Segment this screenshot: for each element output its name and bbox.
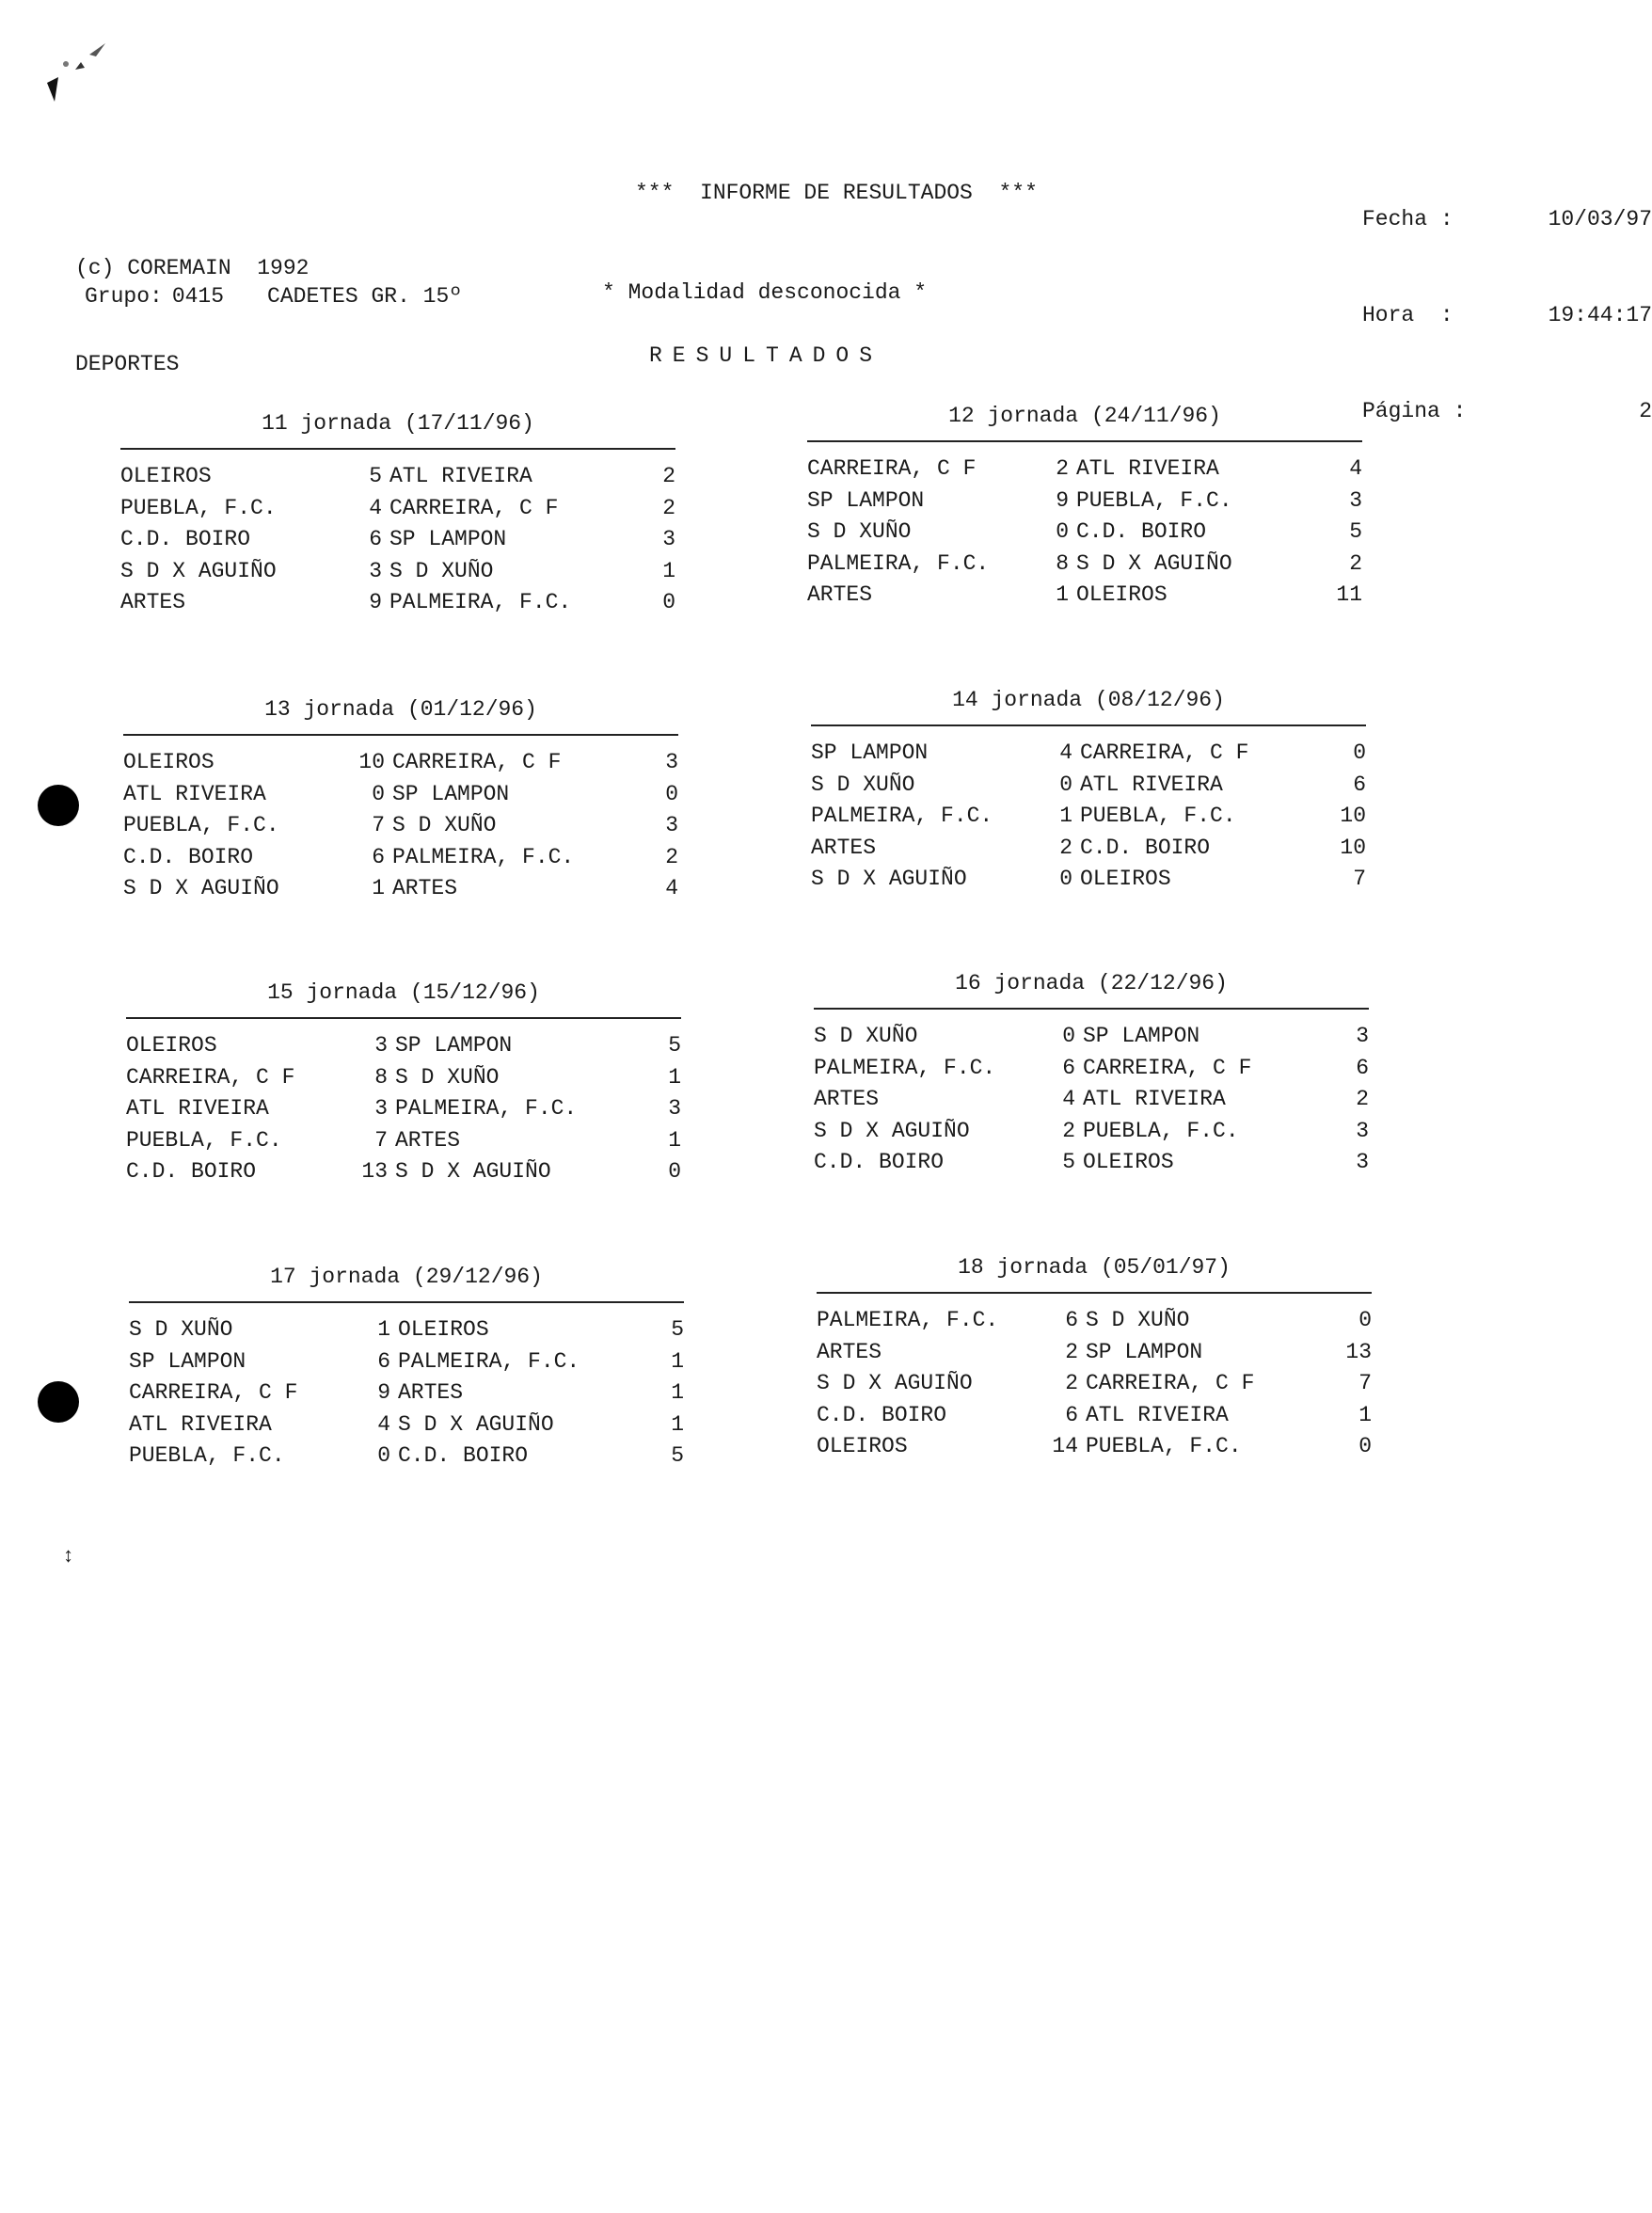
away-team: SP LAMPON (389, 527, 507, 551)
away-score: 5 (1349, 519, 1362, 544)
home-team: PALMEIRA, F.C. (807, 550, 990, 576)
match-row (807, 517, 1362, 549)
home-score: 1 (377, 1317, 390, 1342)
home-score: 2 (1059, 835, 1072, 860)
jornada-block (126, 974, 681, 1188)
match-row (811, 738, 1366, 770)
group-line (85, 284, 462, 309)
away-score: 3 (662, 527, 675, 551)
jornada-divider (129, 1301, 684, 1303)
jornada-block (129, 1258, 684, 1473)
match-row (123, 747, 678, 779)
home-score: 8 (1056, 550, 1069, 576)
home-score: 4 (377, 1411, 390, 1437)
home-team: ARTES (807, 582, 873, 607)
binder-hole-icon (38, 785, 79, 826)
away-score: 2 (665, 844, 678, 869)
home-score: 6 (372, 844, 385, 869)
jornada-title: 13 jornada (01/12/96) (264, 697, 537, 722)
home-team: PUEBLA, F.C. (120, 495, 277, 520)
away-score: 0 (1358, 1308, 1372, 1332)
away-team: ARTES (398, 1380, 464, 1405)
away-team: S D XUÑO (392, 813, 497, 837)
home-score: 2 (1065, 1371, 1078, 1395)
jornada-block (807, 397, 1362, 612)
home-score: 5 (369, 464, 382, 488)
home-score: 1 (1059, 804, 1072, 828)
away-team: S D X AGUIÑO (1076, 550, 1232, 576)
home-team: OLEIROS (817, 1434, 908, 1458)
home-team: PUEBLA, F.C. (126, 1127, 282, 1153)
match-row (126, 1093, 681, 1125)
home-team: ARTES (814, 1087, 880, 1111)
away-team: CARREIRA, C F (389, 495, 559, 520)
home-score: 6 (1065, 1402, 1078, 1427)
home-score: 3 (374, 1033, 388, 1058)
away-team: PALMEIRA, F.C. (395, 1096, 578, 1121)
away-team: PUEBLA, F.C. (1076, 487, 1232, 513)
match-row (129, 1409, 684, 1441)
match-row (129, 1377, 684, 1409)
home-team: PALMEIRA, F.C. (814, 1055, 996, 1080)
home-team: OLEIROS (120, 464, 212, 488)
home-team: C.D. BOIRO (120, 527, 251, 551)
home-team: S D X AGUIÑO (120, 558, 277, 583)
home-team: CARREIRA, C F (129, 1380, 298, 1405)
away-team: ATL RIVEIRA (1086, 1402, 1229, 1427)
match-row (811, 801, 1366, 833)
jornada-title: 12 jornada (24/11/96) (948, 404, 1221, 428)
away-score: 7 (1358, 1371, 1372, 1395)
away-team: OLEIROS (398, 1317, 489, 1342)
away-team: SP LAMPON (395, 1033, 513, 1058)
match-row (814, 1084, 1369, 1116)
away-score: 1 (671, 1411, 684, 1437)
home-score: 2 (1056, 456, 1069, 481)
jornada-title: 15 jornada (15/12/96) (267, 980, 540, 1005)
home-score: 2 (1062, 1118, 1075, 1143)
away-team: PALMEIRA, F.C. (389, 590, 572, 614)
home-score: 9 (1056, 487, 1069, 513)
away-score: 1 (668, 1064, 681, 1090)
match-row (807, 454, 1362, 486)
home-team: S D XUÑO (814, 1024, 918, 1048)
home-score: 14 (1052, 1434, 1078, 1458)
match-row (811, 864, 1366, 896)
home-team: S D XUÑO (129, 1317, 233, 1342)
jornada-divider (817, 1292, 1372, 1294)
home-score: 6 (1065, 1308, 1078, 1332)
match-row (817, 1400, 1372, 1432)
home-team: C.D. BOIRO (123, 844, 254, 869)
away-score: 0 (665, 781, 678, 806)
home-team: C.D. BOIRO (814, 1150, 945, 1174)
away-team: OLEIROS (1076, 582, 1168, 607)
home-score: 1 (372, 876, 385, 900)
away-team: ATL RIVEIRA (1080, 772, 1223, 797)
match-row (123, 810, 678, 842)
match-row (817, 1305, 1372, 1337)
away-team: CARREIRA, C F (1083, 1055, 1252, 1080)
away-score: 10 (1340, 804, 1366, 828)
home-team: CARREIRA, C F (807, 456, 977, 481)
away-score: 6 (1356, 1055, 1369, 1080)
group-label: Grupo: (85, 284, 163, 309)
away-score: 5 (671, 1317, 684, 1342)
away-team: CARREIRA, C F (1080, 740, 1249, 765)
home-team: ATL RIVEIRA (126, 1096, 269, 1121)
jornada-title: 18 jornada (05/01/97) (958, 1255, 1231, 1280)
home-score: 0 (1056, 519, 1069, 544)
away-score: 3 (665, 750, 678, 774)
away-team: ARTES (392, 876, 458, 900)
home-score: 3 (369, 558, 382, 583)
away-score: 4 (1349, 456, 1362, 481)
jornada-title: 11 jornada (17/11/96) (262, 411, 534, 436)
away-score: 3 (668, 1096, 681, 1121)
home-score: 8 (374, 1064, 388, 1090)
home-score: 9 (377, 1380, 390, 1405)
home-team: CARREIRA, C F (126, 1064, 295, 1090)
jornada-block (811, 681, 1366, 896)
away-team: S D XUÑO (1086, 1308, 1190, 1332)
pagina-value: 2 (1639, 399, 1652, 423)
match-row (129, 1346, 684, 1378)
away-team: ATL RIVEIRA (1083, 1087, 1226, 1111)
pagina-row (1362, 395, 1652, 427)
match-row (120, 461, 675, 493)
home-team: OLEIROS (126, 1033, 217, 1058)
home-team: PALMEIRA, F.C. (817, 1308, 999, 1332)
away-score: 2 (1356, 1087, 1369, 1111)
away-score: 0 (1358, 1434, 1372, 1458)
match-row (129, 1314, 684, 1346)
away-team: PALMEIRA, F.C. (392, 844, 575, 869)
match-row (129, 1441, 684, 1473)
home-team: PUEBLA, F.C. (123, 813, 279, 837)
jornada-block (814, 964, 1369, 1179)
away-score: 0 (668, 1159, 681, 1184)
away-score: 10 (1340, 835, 1366, 860)
home-score: 1 (1056, 582, 1069, 607)
hora-value: 19:44:17 (1548, 303, 1652, 327)
away-score: 1 (662, 558, 675, 583)
match-row (807, 549, 1362, 581)
away-score: 4 (665, 876, 678, 900)
match-row (120, 587, 675, 619)
match-row (120, 556, 675, 588)
away-team: PUEBLA, F.C. (1080, 804, 1236, 828)
scan-mark-icon (38, 36, 122, 111)
jornada-block (120, 405, 675, 619)
match-row (814, 1021, 1369, 1053)
home-score: 6 (1062, 1055, 1075, 1080)
arrow-mark-icon: ↕ (62, 1545, 75, 1568)
home-team: S D X AGUIÑO (814, 1118, 970, 1143)
home-score: 0 (1059, 867, 1072, 891)
away-team: C.D. BOIRO (398, 1443, 529, 1468)
away-team: S D XUÑO (389, 558, 494, 583)
home-score: 13 (361, 1159, 388, 1184)
home-team: ARTES (120, 590, 186, 614)
away-team: CARREIRA, C F (1086, 1371, 1255, 1395)
away-team: PALMEIRA, F.C. (398, 1348, 580, 1374)
home-team: PALMEIRA, F.C. (811, 804, 993, 828)
jornada-divider (814, 1008, 1369, 1010)
match-row (814, 1147, 1369, 1179)
home-team: ATL RIVEIRA (129, 1411, 272, 1437)
jornada-block (817, 1249, 1372, 1463)
away-score: 13 (1345, 1339, 1372, 1364)
pagina-label: Página : (1362, 399, 1467, 423)
match-row (811, 770, 1366, 802)
away-team: ATL RIVEIRA (1076, 456, 1219, 481)
match-row (817, 1337, 1372, 1369)
away-team: S D X AGUIÑO (398, 1411, 554, 1437)
away-team: SP LAMPON (1083, 1024, 1200, 1048)
match-row (123, 873, 678, 905)
match-row (126, 1062, 681, 1094)
away-score: 5 (671, 1443, 684, 1468)
home-team: ARTES (817, 1339, 882, 1364)
away-team: S D XUÑO (395, 1064, 500, 1090)
home-score: 9 (369, 590, 382, 614)
home-score: 6 (369, 527, 382, 551)
away-team: PUEBLA, F.C. (1083, 1118, 1239, 1143)
home-score: 0 (377, 1443, 390, 1468)
away-score: 2 (662, 495, 675, 520)
home-team: S D X AGUIÑO (817, 1371, 973, 1395)
home-team: ARTES (811, 835, 877, 860)
away-score: 2 (1349, 550, 1362, 576)
match-row (126, 1125, 681, 1157)
match-row (120, 524, 675, 556)
away-score: 1 (671, 1348, 684, 1374)
home-team: S D X AGUIÑO (123, 876, 279, 900)
away-team: C.D. BOIRO (1076, 519, 1207, 544)
jornada-block (123, 691, 678, 905)
home-team: ATL RIVEIRA (123, 781, 266, 806)
away-score: 2 (662, 464, 675, 488)
fecha-row (1362, 203, 1652, 235)
home-team: S D XUÑO (811, 772, 915, 797)
fecha-value: 10/03/97 (1548, 207, 1652, 231)
home-score: 0 (1059, 772, 1072, 797)
match-row (126, 1030, 681, 1062)
match-row (814, 1116, 1369, 1148)
away-score: 5 (668, 1033, 681, 1058)
match-row (817, 1431, 1372, 1463)
away-score: 0 (662, 590, 675, 614)
match-row (126, 1156, 681, 1188)
home-score: 0 (1062, 1024, 1075, 1048)
fecha-label: Fecha : (1362, 207, 1453, 231)
away-team: SP LAMPON (1086, 1339, 1203, 1364)
jornada-divider (120, 448, 675, 450)
home-score: 2 (1065, 1339, 1078, 1364)
away-score: 3 (1356, 1024, 1369, 1048)
away-score: 3 (1356, 1118, 1369, 1143)
match-row (123, 779, 678, 811)
away-score: 7 (1353, 867, 1366, 891)
match-row (120, 493, 675, 525)
home-team: C.D. BOIRO (126, 1159, 257, 1184)
home-score: 3 (374, 1096, 388, 1121)
away-score: 3 (1349, 487, 1362, 513)
away-team: OLEIROS (1083, 1150, 1174, 1174)
copyright-text: (c) COREMAIN 1992 (75, 256, 310, 280)
match-row (817, 1368, 1372, 1400)
away-score: 1 (671, 1380, 684, 1405)
away-score: 3 (665, 813, 678, 837)
away-team: S D X AGUIÑO (395, 1159, 551, 1184)
home-score: 4 (1059, 740, 1072, 765)
match-row (814, 1053, 1369, 1085)
away-score: 0 (1353, 740, 1366, 765)
home-team: OLEIROS (123, 750, 214, 774)
home-team: C.D. BOIRO (817, 1402, 947, 1427)
away-team: CARREIRA, C F (392, 750, 562, 774)
match-row (807, 486, 1362, 517)
jornada-title: 14 jornada (08/12/96) (952, 688, 1225, 712)
home-team: SP LAMPON (811, 740, 929, 765)
binder-hole-icon (38, 1381, 79, 1423)
away-score: 1 (668, 1127, 681, 1153)
jornada-title: 16 jornada (22/12/96) (955, 971, 1228, 995)
home-score: 7 (372, 813, 385, 837)
report-title: *** INFORME DE RESULTADOS *** (635, 181, 1038, 205)
home-score: 4 (369, 495, 382, 520)
department-text: DEPORTES (75, 352, 180, 376)
away-score: 3 (1356, 1150, 1369, 1174)
home-team: S D XUÑO (807, 519, 912, 544)
group-name: CADETES GR. 15º (267, 284, 463, 309)
home-score: 6 (377, 1348, 390, 1374)
jornada-divider (807, 440, 1362, 442)
section-title: RESULTADOS (649, 343, 883, 368)
jornada-title: 17 jornada (29/12/96) (270, 1265, 543, 1289)
home-team: SP LAMPON (807, 487, 925, 513)
jornada-divider (811, 724, 1366, 726)
home-score: 5 (1062, 1150, 1075, 1174)
hora-row (1362, 299, 1652, 331)
home-score: 0 (372, 781, 385, 806)
away-team: PUEBLA, F.C. (1086, 1434, 1242, 1458)
group-code: 0415 (171, 284, 225, 309)
away-team: C.D. BOIRO (1080, 835, 1211, 860)
hora-label: Hora : (1362, 303, 1453, 327)
home-score: 4 (1062, 1087, 1075, 1111)
home-team: PUEBLA, F.C. (129, 1443, 285, 1468)
match-row (123, 842, 678, 874)
home-score: 10 (358, 750, 385, 774)
header-right (1362, 139, 1652, 459)
away-score: 1 (1358, 1402, 1372, 1427)
modalidad-text: * Modalidad desconocida * (602, 280, 928, 305)
home-team: SP LAMPON (129, 1348, 246, 1374)
jornada-divider (123, 734, 678, 736)
away-team: SP LAMPON (392, 781, 510, 806)
away-score: 6 (1353, 772, 1366, 797)
home-score: 7 (374, 1127, 388, 1153)
away-team: ATL RIVEIRA (389, 464, 532, 488)
away-team: ARTES (395, 1127, 461, 1153)
away-score: 11 (1336, 582, 1362, 607)
away-team: OLEIROS (1080, 867, 1171, 891)
match-row (811, 833, 1366, 865)
jornada-divider (126, 1017, 681, 1019)
home-team: S D X AGUIÑO (811, 867, 967, 891)
match-row (807, 580, 1362, 612)
